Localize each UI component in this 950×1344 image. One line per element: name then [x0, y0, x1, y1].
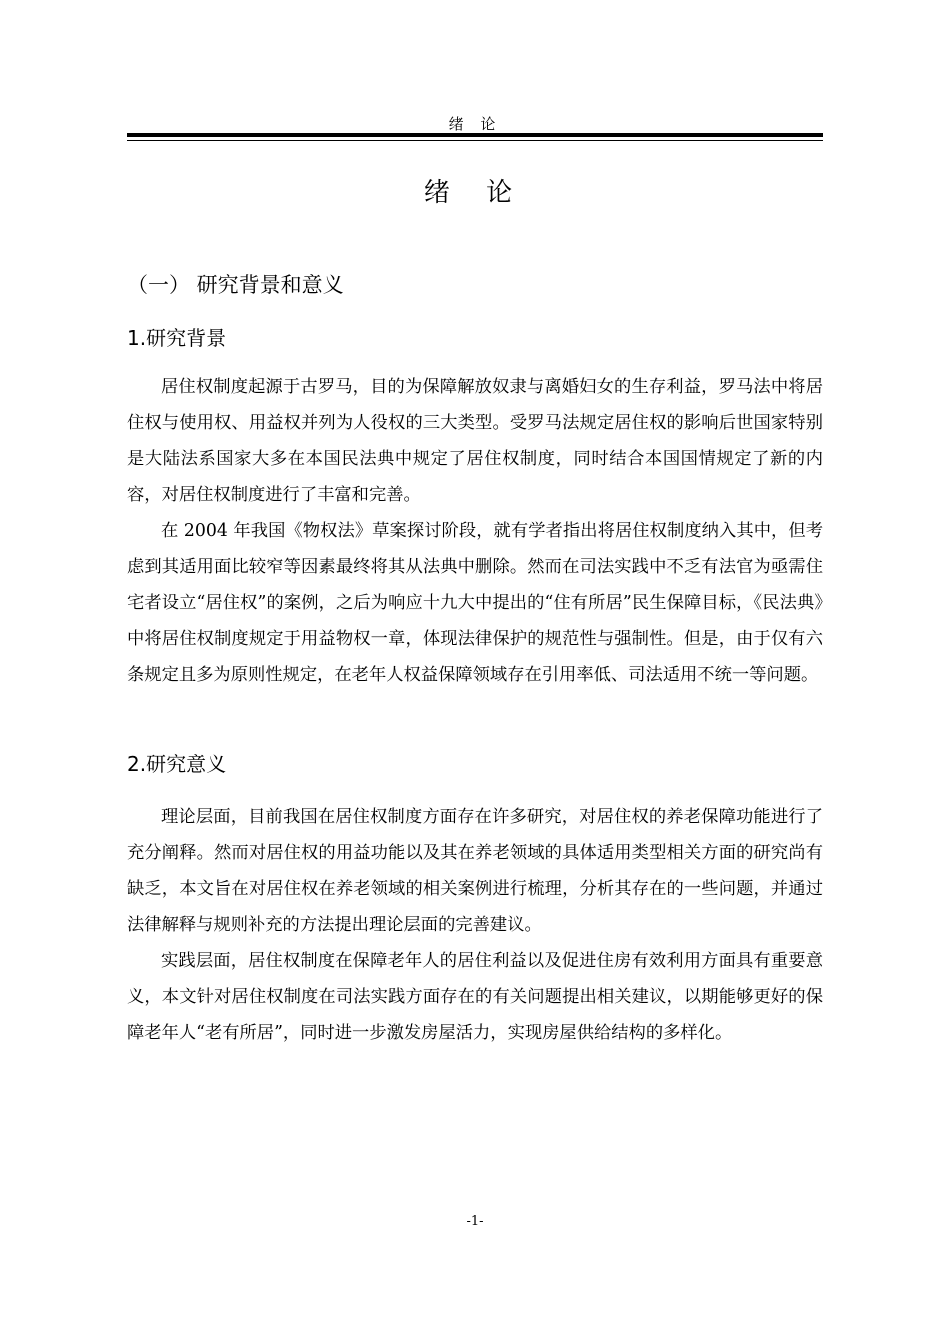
paragraph-significance-2: 实践层面，居住权制度在保障老年人的居住利益以及促进住房有效利用方面具有重要意义，本文针对居住权制度在司法实践方面存在的有关问题提出相关建议，以期能够更好的保障老年人“老有所居”，同时进一步激发房屋活力，实现房屋供给结构的多样化。 [127, 951, 823, 1043]
subsection-heading-research-background: 1.研究背景 [127, 326, 227, 350]
header-rule [127, 133, 823, 137]
section-heading-research-background-significance: （一） 研究背景和意义 [127, 273, 344, 297]
paragraph-significance-1: 理论层面，目前我国在居住权制度方面存在许多研究，对居住权的养老保障功能进行了充分阐释。然而对居住权的用益功能以及其在养老领域的具体适用类型相关方面的研究尚有缺乏，本文旨在对居住权在养老领域的相关案例进行梳理，分析其存在的一些问题，并通过法律解释与规则补充的方法提出理论层面的完善建议。 [127, 807, 823, 935]
paragraph-background-2: 在 2004 年我国《物权法》草案探讨阶段，就有学者指出将居住权制度纳入其中，但考虑到其适用面比较窄等因素最终将其从法典中删除。然而在司法实践中不乏有法官为亟需住宅者设立“居住权”的案例，之后为响应十九大中提出的“住有所居”民生保障目标，《民法典》中将居住权制度规定于用益物权一章，体现法律保护的规范性与强制性。但是，由于仅有六条规定且多为原则性规定，在老年人权益保障领域存在引用率低、司法适用不统一等问题。 [127, 521, 823, 685]
paragraph-background-1: 居住权制度起源于古罗马，目的为保障解放奴隶与离婚妇女的生存利益，罗马法中将居住权与使用权、用益权并列为人役权的三大类型。受罗马法规定居住权的影响后世国家特别是大陆法系国家大多在本国民法典中规定了居住权制度，同时结合本国国情规定了新的内容，对居住权制度进行了丰富和完善。 [127, 377, 823, 505]
subsection-heading-research-significance: 2.研究意义 [127, 752, 227, 776]
chapter-title: 绪 论 [423, 178, 527, 208]
page-number: -1- [466, 1214, 484, 1229]
running-header: 绪 论 [448, 115, 502, 133]
document-page [127, 0, 823, 1344]
header-rule-thin [127, 140, 823, 141]
